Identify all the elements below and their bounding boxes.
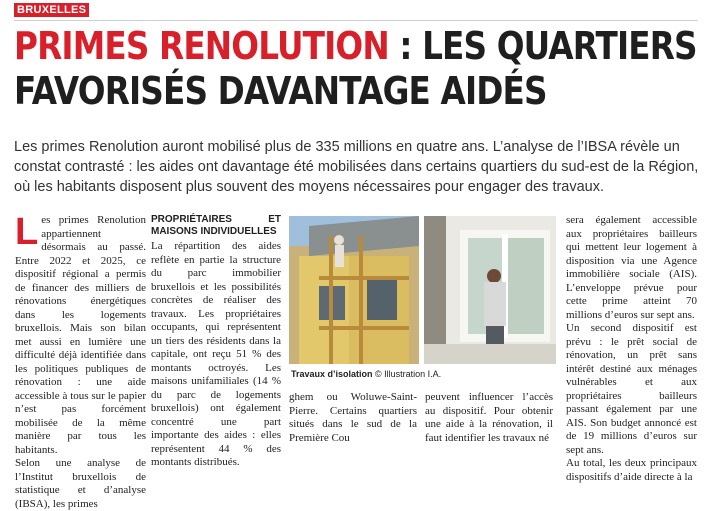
column-2-paragraph: La répartition des aides reflète en partie la structure du parc immobilier bruxellois et les possibilités concrètes de réaliser des travaux. Les propriétaires occupants, qui représentent un tiers des résidents dans la capitale, ont reçu 51 % des montants octroyés. Les maisons unifamiliales (14 % du parc de logements bruxellois) ont également concentré une part importante des aides : elles représentent 44 % des montants distribués. bbox=[151, 240, 281, 468]
article-column-3 bbox=[289, 391, 553, 445]
headline-line-2: FAVORISÉS DAVANTAGE AIDÉS bbox=[14, 69, 547, 113]
column-4-paragraph-1: sera également accessible aux propriétaires bailleurs qui mettent leur logement à disposition via une Agence immobilière sociale (AIS). L’enveloppe prévue pour cette prime atteint 70 millions d’euros sur sept ans. bbox=[566, 214, 697, 321]
insulation-illustration bbox=[289, 216, 419, 364]
insulation-photo bbox=[289, 216, 419, 364]
column-4-paragraph-3: Au total, les deux principaux dispositifs d’aide directe à la bbox=[566, 457, 697, 483]
section-subhead: PROPRIÉTAIRES ET MAISONS INDIVIDUELLES bbox=[151, 214, 281, 237]
column-4-paragraph-2: Un second dispositif est prévu : le prêt social de rénovation, un prêt sans intérêt destiné aux ménages vulnérables et aux propriétaires bailleurs passant également par une AIS. Son budget annoncé est de 19 millions d’euros sur sept ans. bbox=[566, 322, 697, 456]
headline-separator: : bbox=[388, 24, 412, 68]
caption-title: Travaux d’isolation bbox=[291, 369, 373, 379]
section-rubric: BRUXELLES bbox=[14, 3, 89, 17]
drop-cap: L bbox=[15, 211, 39, 253]
column-3-left-text: ghem ou Woluwe-Saint-Pierre. Certains quartiers situés dans le sud de la Première Cou bbox=[289, 391, 417, 444]
article-column-1 bbox=[15, 211, 146, 511]
article-column-4 bbox=[566, 214, 697, 484]
headline-highlight: PRIMES RENOLUTION bbox=[14, 24, 389, 68]
article-column-2 bbox=[151, 214, 281, 470]
headline-line-1-rest: LES QUARTIERS bbox=[411, 24, 697, 68]
column-1-paragraph-2: Selon une analyse de l’Institut bruxellois de statistique et d’analyse (IBSA), les primes bbox=[15, 457, 146, 510]
rubric-divider bbox=[14, 20, 698, 21]
column-3-right-text: peuvent influencer l’accès au dispositif. Pour obtenir une aide à la rénovation, il faut identifier les travaux né bbox=[425, 391, 553, 444]
headline-line-1 bbox=[14, 24, 697, 69]
window-installation-illustration bbox=[424, 216, 556, 364]
article-intro: Les primes Renolution auront mobilisé plus de 335 millions en quatre ans. L’analyse de l’IBSA révèle un constat contrasté : les aides ont davantage été mobilisées dans certains quartiers du sud-est de la Région, où les habitants disposent plus souvent des moyens nécessaires pour engager des travaux. bbox=[14, 139, 699, 195]
caption-credit: © Illustration I.A. bbox=[372, 369, 442, 379]
window-installation-photo bbox=[424, 216, 556, 364]
column-1-paragraph: es primes Renolution appartiennent désormais au passé. Entre 2022 et 2025, ce dispositif régional a permis de financer des milliers de rénovations énergétiques dans les logements bruxellois. Mais son bilan met aussi en lumière une difficulté déjà identifiée dans les politiques publiques de rénovation : une aide accessible à tous sur le papier n’est pas forcément mobilisée de la même manière par tous les habitants. bbox=[15, 214, 146, 456]
photo-caption bbox=[291, 368, 553, 380]
headline bbox=[14, 24, 697, 114]
